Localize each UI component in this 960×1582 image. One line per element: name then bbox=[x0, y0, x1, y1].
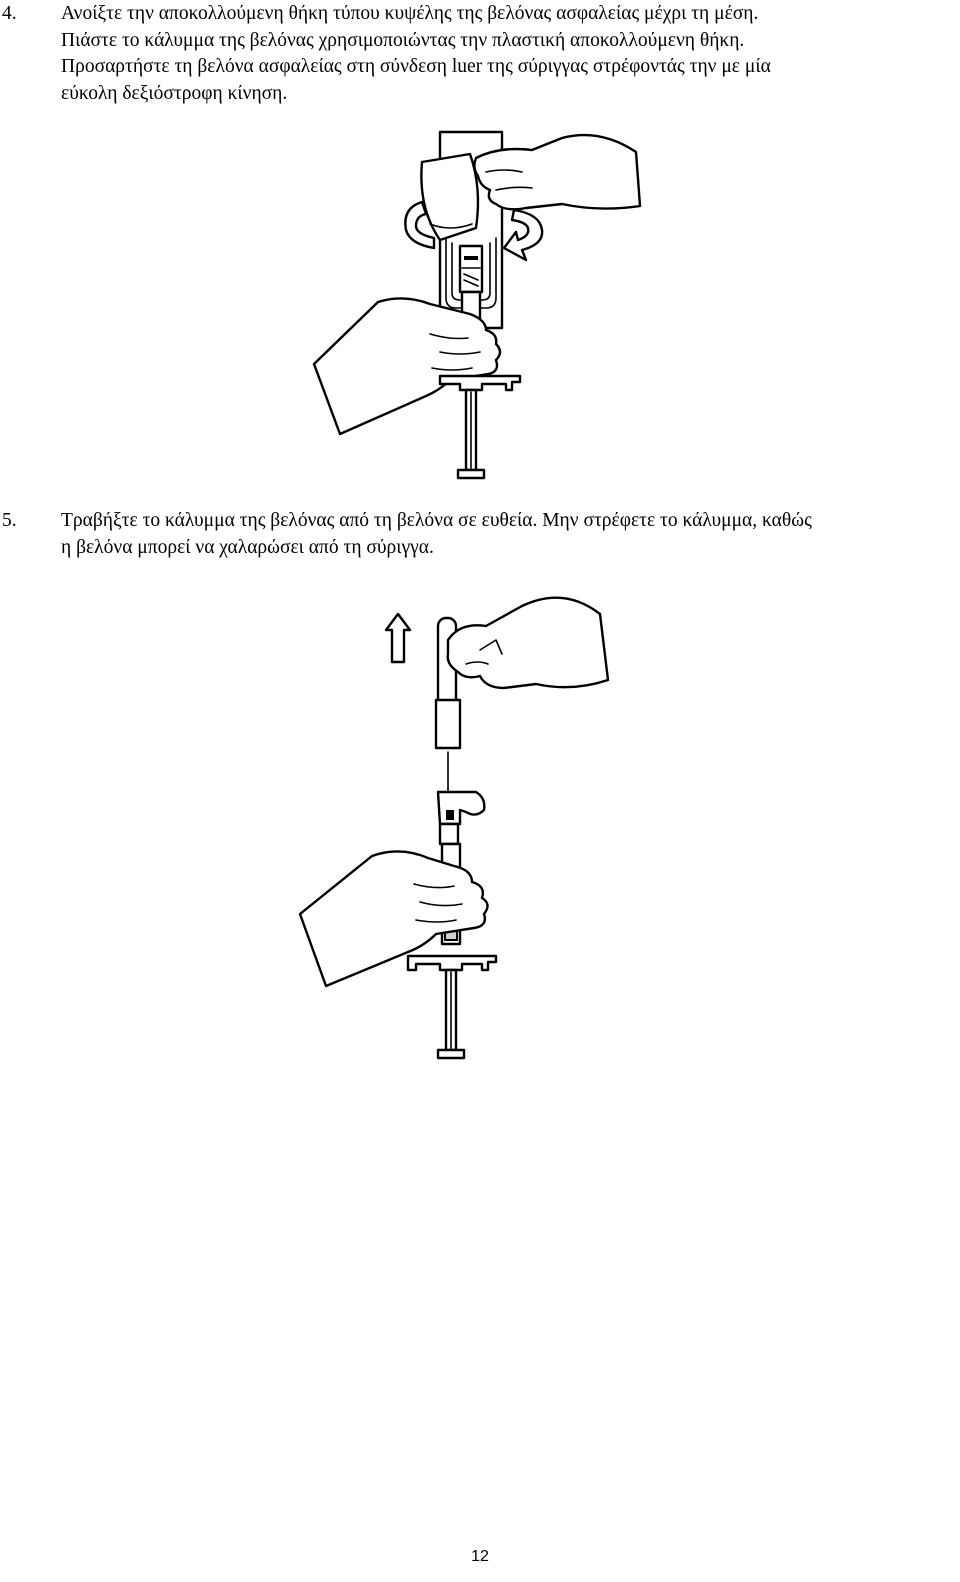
arrow-up-icon bbox=[386, 614, 410, 662]
step-5-line-1: Τραβήξτε το κάλυμμα της βελόνας από τη βελόνα σε ευθεία. Μην στρέφετε το κάλυμμα, καθώς bbox=[61, 510, 812, 531]
safety-shield bbox=[438, 792, 484, 824]
needle-hub bbox=[460, 246, 482, 292]
attach-needle-drawing bbox=[300, 128, 660, 488]
remove-cover-drawing bbox=[290, 584, 650, 1074]
remove-cover-illustration bbox=[290, 584, 650, 1074]
luer-connection bbox=[440, 824, 458, 844]
rotate-arrow-right bbox=[504, 210, 542, 260]
finger-flange-2 bbox=[408, 956, 496, 970]
finger-flange bbox=[440, 376, 520, 390]
step-5-number: 5. bbox=[2, 510, 17, 531]
step-4-line-1: Ανοίξτε την αποκολλούμενη θήκη τύπου κυψέλης της βελόνας ασφαλείας μέχρι τη μέση. bbox=[61, 3, 759, 24]
step-4-line-3: Προσαρτήστε τη βελόνα ασφαλείας στη σύνδεση luer της σύριγγας στρέφοντάς την με μία bbox=[61, 56, 771, 77]
needle-cover-base bbox=[436, 700, 460, 748]
peel-flap bbox=[421, 154, 478, 240]
step-4-line-4: εύκολη δεξιόστροφη κίνηση. bbox=[61, 82, 288, 104]
plunger-thumb-2 bbox=[438, 1050, 464, 1058]
attach-needle-illustration bbox=[300, 128, 660, 488]
step-4-text bbox=[61, 1, 960, 107]
upper-hand bbox=[448, 598, 608, 688]
step-5-line-2: η βελόνα μπορεί να χαλαρώσει από τη σύριγγα. bbox=[61, 536, 434, 558]
step-4-line-2: Πιάστε το κάλυμμα της βελόνας χρησιμοποιώντας την πλαστική αποκολλούμενη θήκη. bbox=[61, 29, 745, 51]
step-5-text bbox=[61, 508, 960, 561]
page-number: 12 bbox=[471, 1548, 489, 1565]
step-4-number: 4. bbox=[2, 3, 17, 24]
plunger-thumb bbox=[458, 470, 484, 478]
